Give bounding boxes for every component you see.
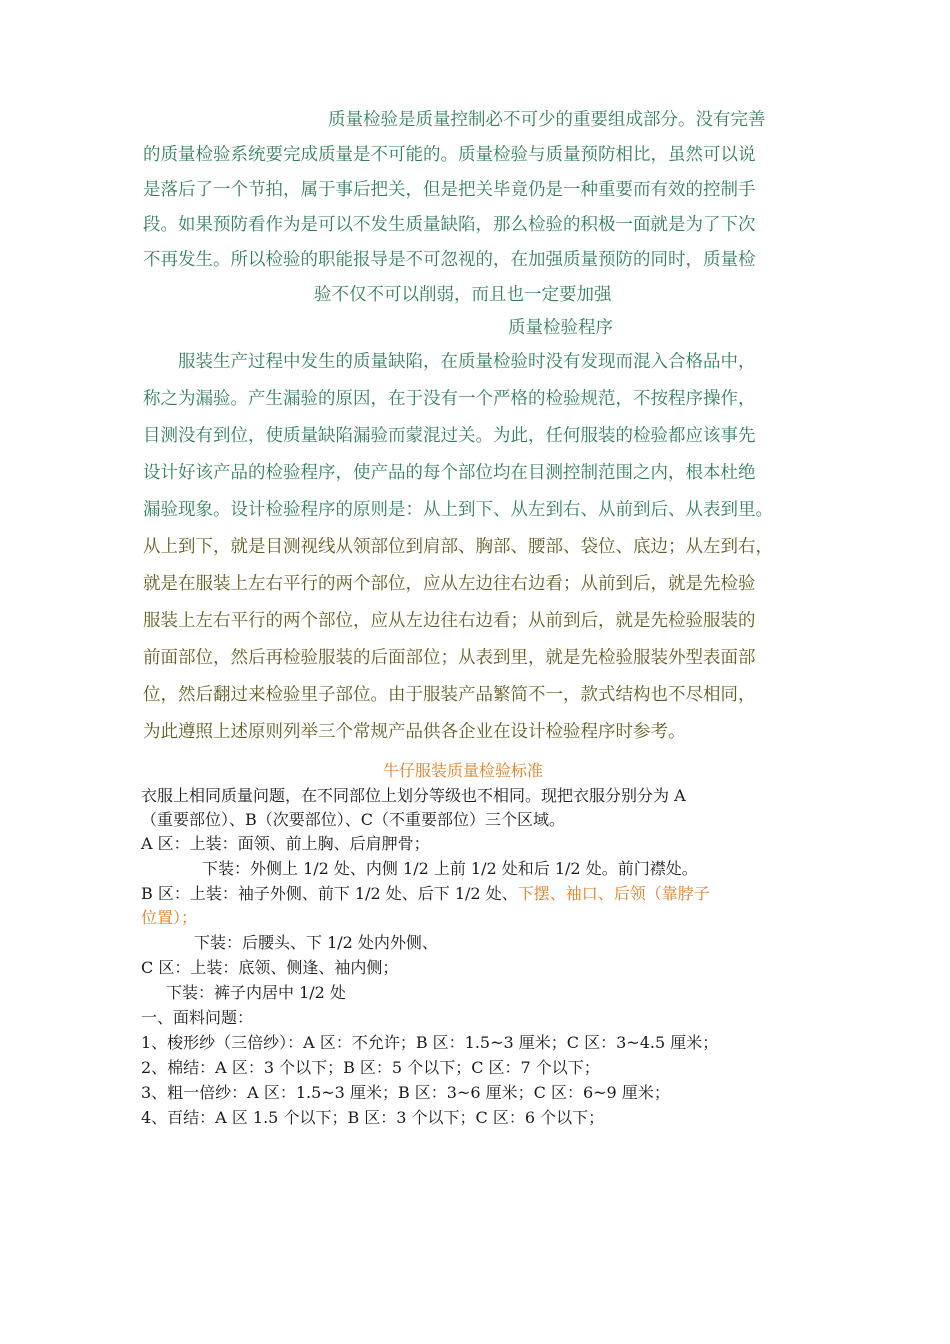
zone-a-bottom: 下装：外侧上 1/2 处、内侧 1/2 上前 1/2 处和后 1/2 处。前门襟处。 [202,859,698,878]
zone-b-top [141,883,710,905]
procedure-line-9: 前面部位，然后再检验服装的后面部位；从表到里，就是先检验服装外型表面部 [143,648,756,668]
standard-title: 牛仔服装质量检验标准 [383,761,544,780]
fabric-item-4: 4、百结：A 区 1.5 个以下；B 区：3 个以下；C 区：6 个以下； [141,1108,605,1127]
fabric-item-2: 2、棉结：A 区：3 个以下；B 区：5 个以下；C 区：7 个以下； [141,1058,600,1077]
standard-intro-line-1: 衣服上相同质量问题，在不同部位上划分等级也不相同。现把衣服分别分为 A [141,786,686,805]
procedure-line-4: 设计好该产品的检验程序，使产品的每个部位均在目测控制范围之内，根本杜绝 [143,463,756,483]
zone-a-top: A 区：上装：面领、前上胸、后肩胛骨； [141,834,430,853]
intro-line-1: 质量检验是质量控制必不可少的重要组成部分。没有完善 [328,110,766,130]
procedure-line-2: 称之为漏验。产生漏验的原因，在于没有一个严格的检验规范，不按程序操作， [143,389,756,409]
procedure-line-5: 漏验现象。设计检验程序的原则是：从上到下、从左到右、从前到后、从表到里。 [143,500,773,520]
procedure-line-3: 目测没有到位，使质量缺陷漏验而蒙混过关。为此，任何服装的检验都应该事先 [143,426,756,446]
zone-c-bottom: 下装：裤子内居中 1/2 处 [166,983,346,1002]
intro-line-2: 的质量检验系统要完成质量是不可能的。质量检验与质量预防相比，虽然可以说 [143,145,756,165]
zone-c-top: C 区：上装：底领、侧逢、袖内侧； [141,958,399,977]
intro-line-6: 验不仅不可以削弱，而且也一定要加强 [314,285,612,305]
zone-b-top-continued: 位置）； [141,908,198,927]
procedure-line-10: 位，然后翻过来检验里子部位。由于服装产品繁简不一，款式结构也不尽相同， [143,685,756,705]
procedure-line-6: 从上到下，就是目测视线从领部位到肩部、胸部、腰部、袋位、底边；从左到右， [143,537,773,557]
standard-intro-line-2: （重要部位）、B（次要部位）、C（不重要部位）三个区域。 [141,810,566,829]
fabric-item-1: 1、梭形纱（三倍纱）：A 区：不允许；B 区：1.5~3 厘米；C 区：3~4.5 厘米； [141,1033,719,1052]
fabric-item-3: 3、粗一倍纱：A 区：1.5~3 厘米；B 区：3~6 厘米；C 区：6~9 厘米； [141,1083,670,1102]
procedure-line-7: 就是在服装上左右平行的两个部位，应从左边往右边看；从前到后，就是先检验 [143,574,756,594]
intro-line-3: 是落后了一个节拍，属于事后把关，但是把关毕竟仍是一种重要而有效的控制手 [143,180,756,200]
procedure-line-11: 为此遵照上述原则列举三个常规产品供各企业在设计检验程序时参考。 [143,722,686,742]
procedure-line-8: 服装上左右平行的两个部位，应从左边往右边看；从前到后，就是先检验服装的 [143,611,756,631]
zone-b-bottom: 下装：后腰头、下 1/2 处内外侧、 [194,933,438,952]
procedure-title: 质量检验程序 [508,318,613,338]
fabric-title: 一、面料问题： [141,1008,254,1027]
intro-line-5: 不再发生。所以检验的职能报导是不可忽视的，在加强质量预防的同时，质量检 [143,250,756,270]
zone-b-top-plain: B 区：上装：袖子外侧、前下 1/2 处、后下 1/2 处、 [141,884,518,903]
intro-line-4: 段。如果预防看作为是可以不发生质量缺陷，那么检验的积极一面就是为了下次 [143,215,756,235]
zone-b-top-highlight: 下摆、袖口、后领（靠脖子 [517,884,710,903]
procedure-line-1: 服装生产过程中发生的质量缺陷，在质量检验时没有发现而混入合格品中， [178,352,756,372]
